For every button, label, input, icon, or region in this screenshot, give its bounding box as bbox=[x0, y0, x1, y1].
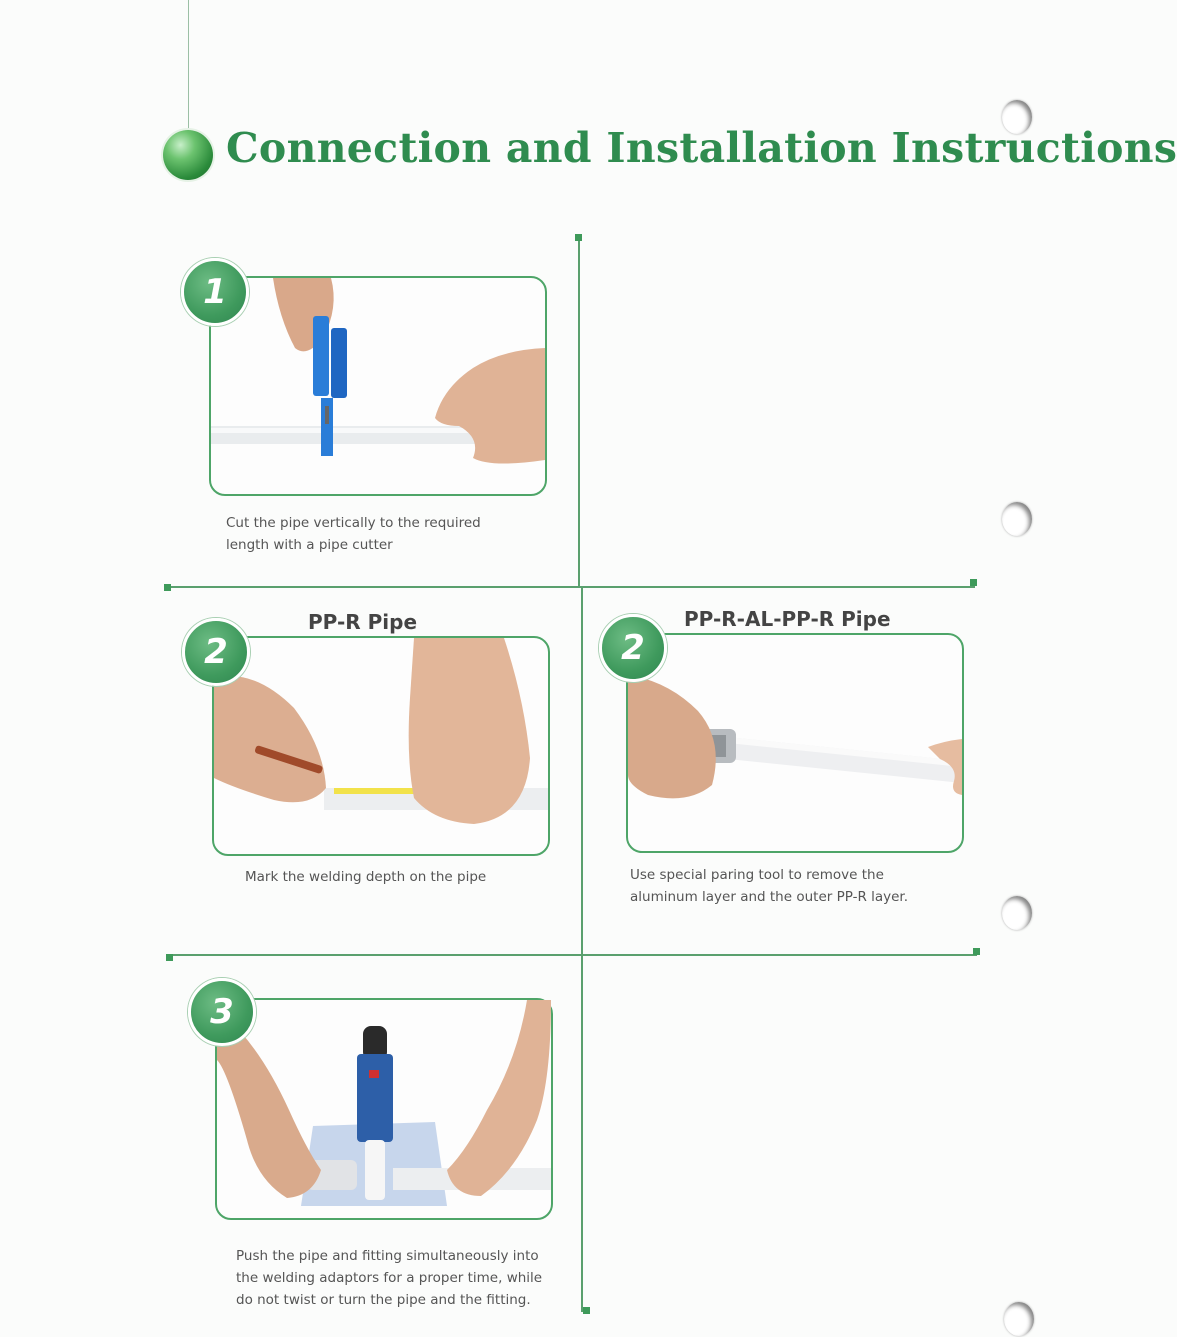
caption-line: length with a pipe cutter bbox=[226, 537, 393, 553]
row-divider-1 bbox=[167, 586, 975, 588]
caption-line: Cut the pipe vertically to the required bbox=[226, 515, 481, 531]
step-2-pp-r-al-heading: PP-R-AL-PP-R Pipe bbox=[684, 607, 891, 631]
title-bullet-icon bbox=[163, 130, 213, 180]
step-3-caption bbox=[236, 1245, 542, 1311]
step-1-number-badge: 1 bbox=[181, 258, 249, 326]
center-divider bbox=[578, 238, 580, 588]
step-2-pp-r-number-badge: 2 bbox=[182, 618, 250, 686]
step-1-caption bbox=[226, 512, 481, 556]
step-3-number-badge: 3 bbox=[188, 978, 256, 1046]
step-3-photo-frame bbox=[215, 998, 553, 1220]
step-2-pp-r-caption bbox=[245, 866, 486, 888]
step-2-pp-r-al-number-badge: 2 bbox=[599, 614, 667, 682]
divider-marker bbox=[973, 948, 980, 955]
step-1-photo-frame bbox=[209, 276, 547, 496]
header-vertical-rule bbox=[188, 0, 189, 135]
divider-marker bbox=[164, 584, 171, 591]
binder-hole-2 bbox=[1002, 502, 1032, 536]
welding-pipe-photo bbox=[217, 1000, 551, 1218]
divider-marker bbox=[583, 1307, 590, 1314]
step-2-pp-r-heading: PP-R Pipe bbox=[308, 610, 418, 634]
paring-pipe-photo bbox=[628, 635, 962, 851]
binder-hole-4 bbox=[1004, 1302, 1034, 1336]
step-2-pp-r-photo-frame bbox=[212, 636, 550, 856]
caption-line: the welding adaptors for a proper time, while bbox=[236, 1270, 543, 1286]
binder-hole-3 bbox=[1002, 896, 1032, 930]
row-divider-2 bbox=[169, 954, 977, 956]
marking-pipe-photo bbox=[214, 638, 548, 854]
caption-line: Use special paring tool to remove the bbox=[630, 867, 884, 883]
center-divider-lower bbox=[581, 588, 583, 1312]
caption-line: do not twist or turn the pipe and the fitting. bbox=[236, 1292, 531, 1308]
caption-line: Push the pipe and fitting simultaneously into bbox=[236, 1248, 539, 1264]
divider-marker bbox=[970, 579, 977, 586]
caption-line: Mark the welding depth on the pipe bbox=[245, 869, 487, 885]
step-2-pp-r-al-photo-frame bbox=[626, 633, 964, 853]
caption-line: aluminum layer and the outer PP-R layer. bbox=[630, 889, 909, 905]
divider-marker bbox=[166, 954, 173, 961]
step-2-pp-r-al-caption bbox=[630, 864, 908, 908]
page-title: Connection and Installation Instructions bbox=[226, 124, 1177, 172]
divider-marker bbox=[575, 234, 582, 241]
cutting-pipe-photo bbox=[211, 278, 545, 494]
